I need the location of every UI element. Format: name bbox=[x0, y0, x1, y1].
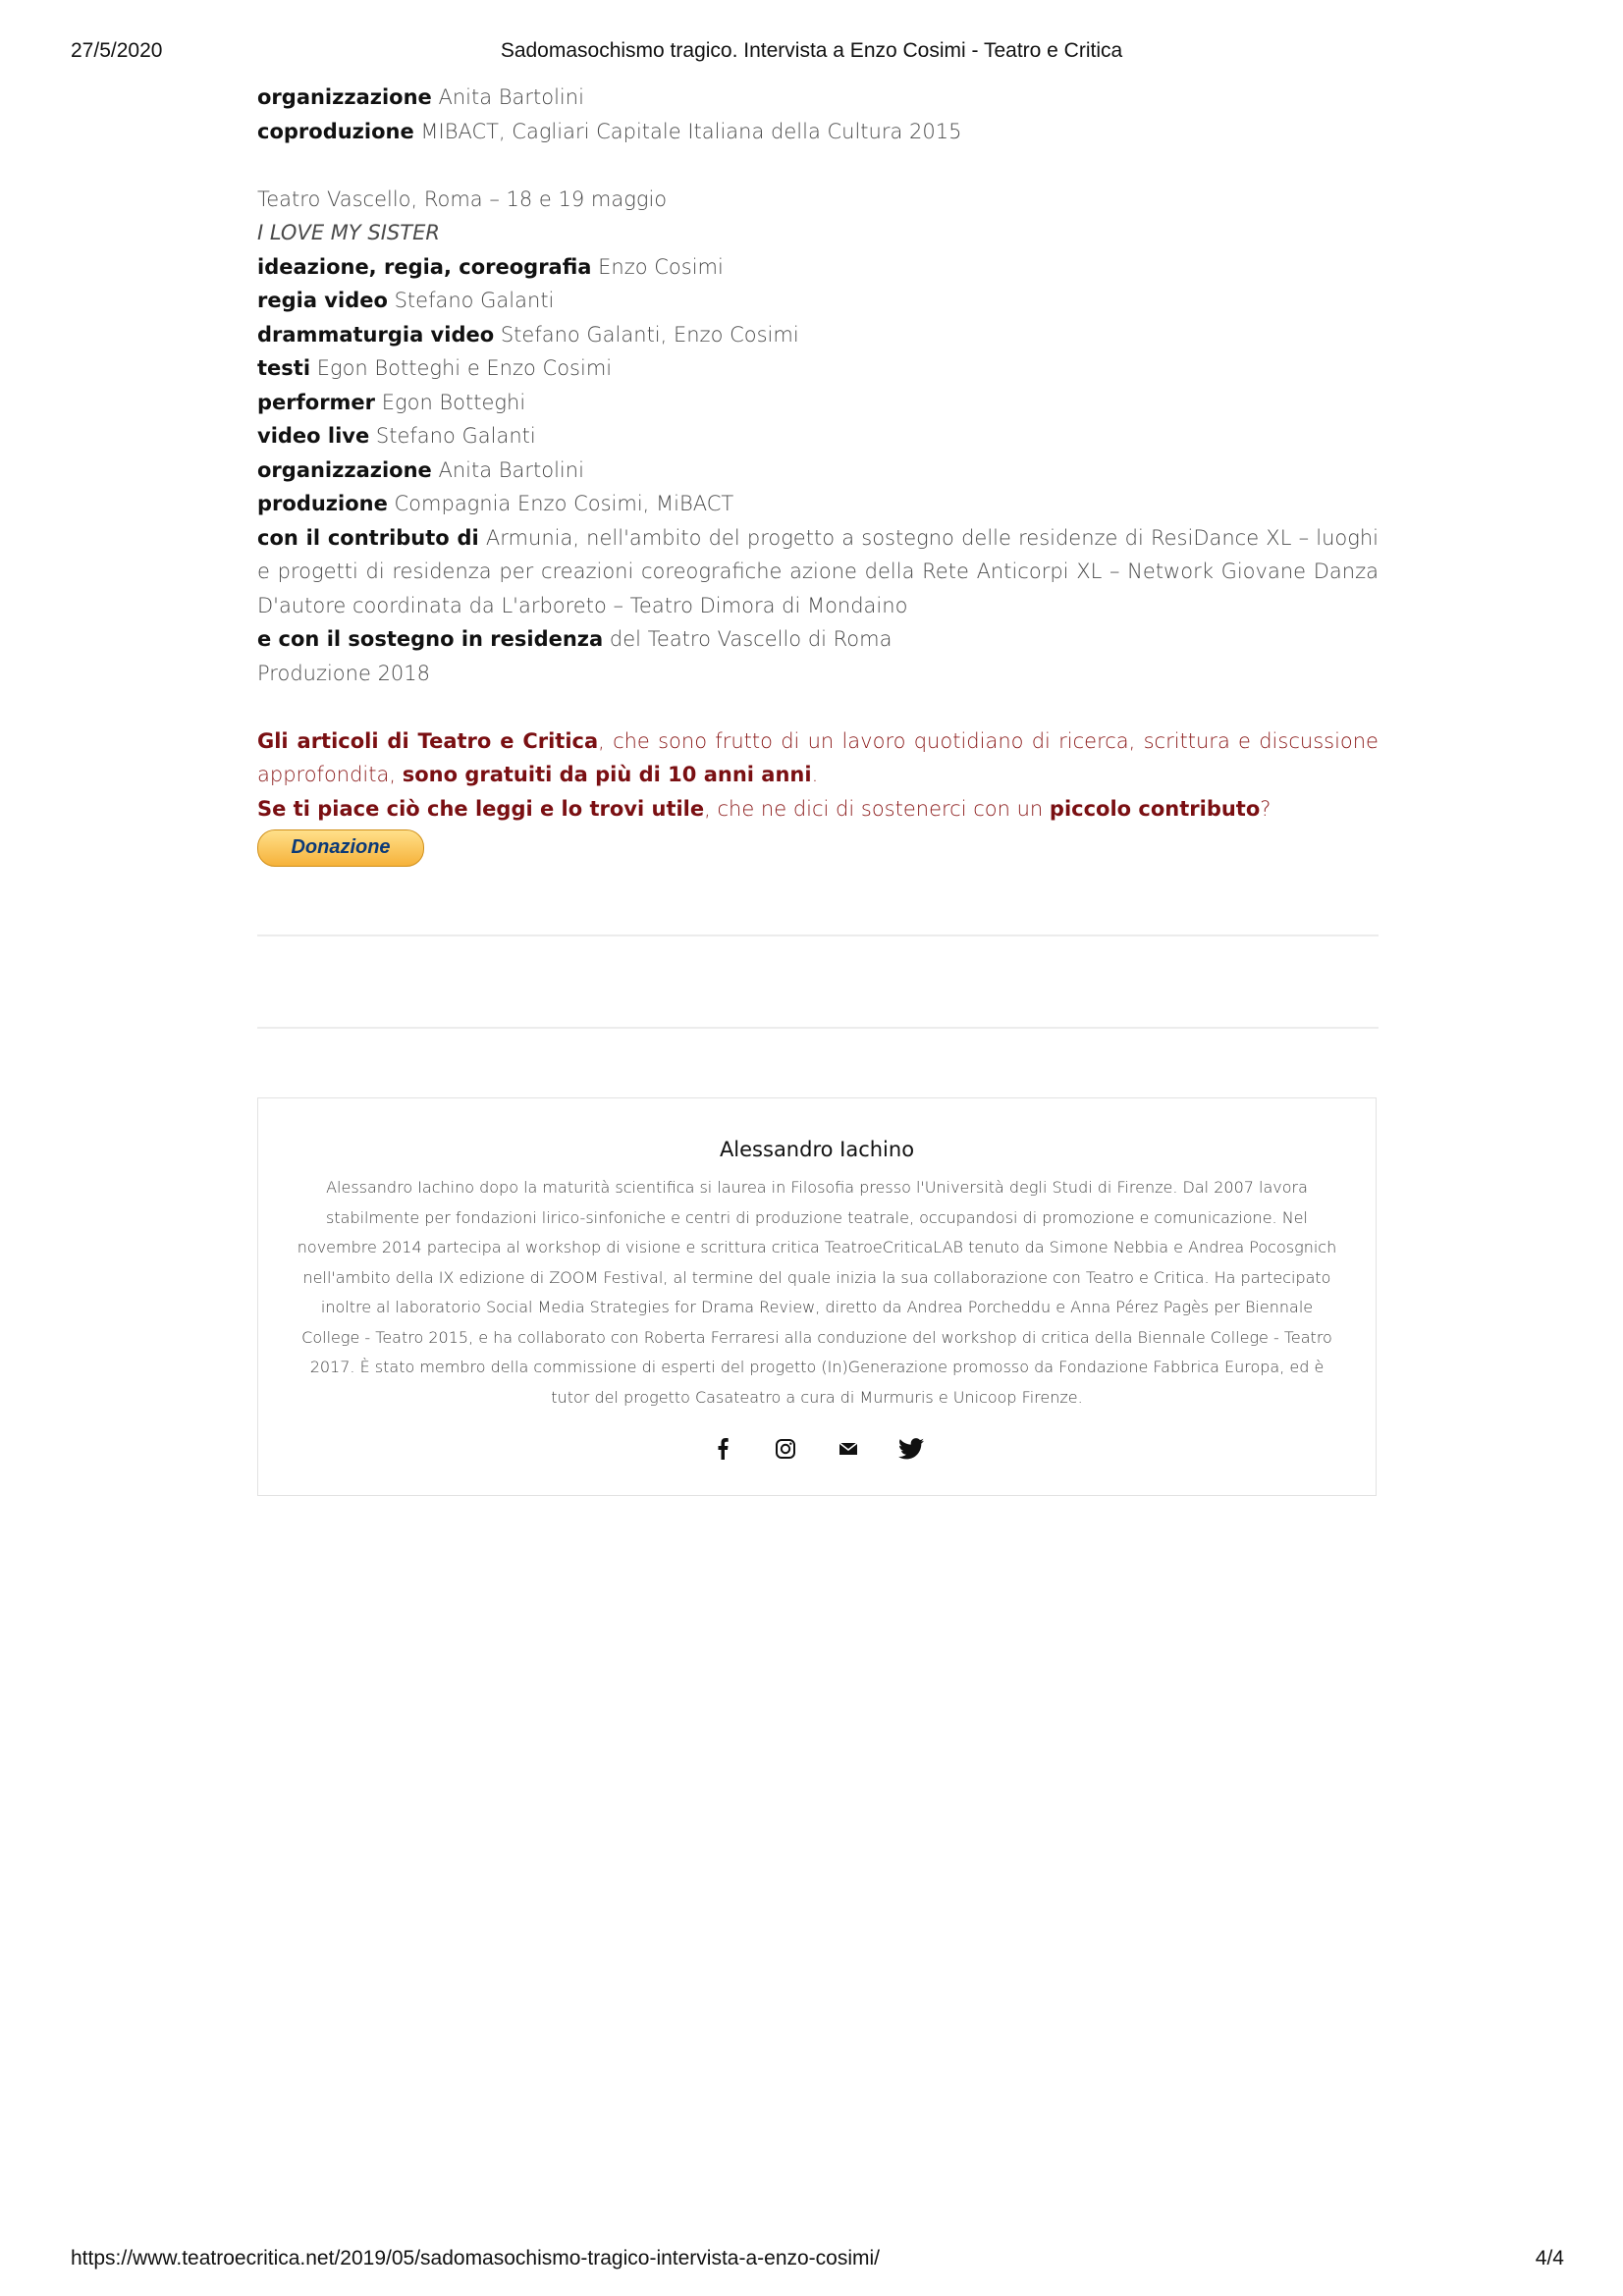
credit-role: con il contributo di bbox=[257, 525, 479, 550]
credit-value: Stefano Galanti bbox=[387, 289, 555, 312]
credit-role: organizzazione bbox=[257, 85, 432, 109]
credit-line bbox=[257, 622, 1379, 657]
twitter-icon[interactable] bbox=[896, 1434, 926, 1464]
credit-value: Armunia, nell'ambito del progetto a sostegno delle residenze di ResiDance XL – luoghi e progetti di residenza per creazioni coreografiche azione della Rete Anticorpi XL – Network Giovane Danza D'autore coordinata da L'arboreto – Teatro Dimora di Mondaino bbox=[257, 525, 1379, 617]
contribute-link[interactable]: piccolo contributo bbox=[1049, 796, 1261, 821]
show-venue: Teatro Vascello, Roma – 18 e 19 maggio bbox=[257, 187, 668, 211]
credit-line bbox=[257, 386, 1379, 420]
credit-line bbox=[257, 419, 1379, 454]
credit-value: MIBACT, Cagliari Capitale Italiana della Cultura 2015 bbox=[413, 119, 962, 143]
credit-role: ideazione, regia, coreografia bbox=[257, 254, 592, 279]
credit-role: coproduzione bbox=[257, 119, 414, 143]
print-page-title: Sadomasochismo tragico. Intervista a Enzo Cosimi - Teatro e Critica bbox=[500, 39, 1123, 62]
donate-button[interactable]: Donazione bbox=[257, 829, 424, 867]
print-page-number: 4/4 bbox=[1535, 2247, 1564, 2269]
credit-value: Anita Bartolini bbox=[431, 457, 584, 482]
mail-icon[interactable] bbox=[834, 1434, 863, 1464]
credit-value: Stefano Galanti bbox=[369, 424, 536, 448]
divider bbox=[257, 1027, 1379, 1029]
credit-role: regia video bbox=[257, 289, 388, 312]
credit-line bbox=[257, 454, 1379, 488]
credit-value: Enzo Cosimi bbox=[591, 254, 724, 279]
support-link[interactable]: Se ti piace ciò che leggi e lo trovi utile bbox=[257, 796, 705, 821]
credit-line bbox=[257, 487, 1379, 521]
author-name: Alessandro Iachino bbox=[719, 1138, 915, 1161]
facebook-icon[interactable] bbox=[708, 1434, 737, 1464]
support-paragraph: Gli articoli di Teatro e Critica, che sono frutto di un lavoro quotidiano di ricerca, scrittura e discussione approfondita, sono gratuiti da più di 10 anni anni. bbox=[257, 728, 1379, 786]
credit-line bbox=[257, 250, 1379, 285]
credit-value: Anita Bartolini bbox=[431, 85, 584, 109]
credit-role: testi bbox=[257, 356, 311, 380]
author-socials bbox=[258, 1434, 1376, 1464]
credit-role: e con il sostegno in residenza bbox=[257, 627, 604, 651]
credit-role: video live bbox=[257, 424, 370, 448]
credit-value: Egon Botteghi bbox=[375, 390, 526, 414]
credit-role: produzione bbox=[257, 492, 388, 515]
credit-line bbox=[257, 351, 1379, 386]
contributo-paragraph bbox=[257, 521, 1379, 623]
credit-role: performer bbox=[257, 390, 376, 414]
credit-value: Stefano Galanti, Enzo Cosimi bbox=[494, 322, 799, 347]
author-bio: Alessandro Iachino dopo la maturità scientifica si laurea in Filosofia presso l'Università degli Studi di Firenze. Dal 2007 lavora stabilmente per fondazioni lirico-sinfoniche e centri di produzione teatrale, occupandosi di promozione e comunicazione. Nel novembre 2014 partecipa al workshop di visione e scrittura critica TeatroeCriticaLAB tenuto da Simone Nebbia e Andrea Pocosgnich nell'ambito della IX edizione di ZOOM Festival, al termine del quale inizia la sua collaborazione con Teatro e Critica. Ha partecipato inoltre al laboratorio Social Media Strategies for Drama Review, diretto da Andrea Porcheddu e Anna Pérez Pagès per Biennale College - Teatro 2015, e ha collaborato con Roberta Ferraresi alla conduzione del workshop di critica della Biennale College - Teatro 2017. È stato membro della commissione di esperti del progetto (In)Generazione promosso da Fondazione Fabbrica Europa, ed è tutor del progetto Casateatro a cura di Murmuris e Unicoop Firenze. bbox=[297, 1178, 1337, 1407]
instagram-icon[interactable] bbox=[771, 1434, 800, 1464]
support-paragraph: Se ti piace ciò che leggi e lo trovi utile, che ne dici di sostenerci con un piccolo contributo? bbox=[257, 796, 1271, 821]
credit-value: Compagnia Enzo Cosimi, MiBACT bbox=[387, 492, 734, 515]
credit-value: del Teatro Vascello di Roma bbox=[603, 627, 893, 651]
article-content bbox=[257, 80, 1379, 867]
credit-role: organizzazione bbox=[257, 457, 432, 482]
author-box bbox=[257, 1097, 1377, 1496]
print-date: 27/5/2020 bbox=[71, 39, 163, 62]
production-year: Produzione 2018 bbox=[257, 661, 431, 685]
support-link[interactable]: sono gratuiti da più di 10 anni anni bbox=[402, 763, 812, 786]
credit-line bbox=[257, 80, 1379, 115]
show-title: I LOVE MY SISTER bbox=[257, 221, 440, 244]
print-url: https://www.teatroecritica.net/2019/05/sadomasochismo-tragico-intervista-a-enzo-cosimi/ bbox=[71, 2247, 881, 2269]
credit-value: Egon Botteghi e Enzo Cosimi bbox=[310, 356, 613, 380]
credit-line bbox=[257, 284, 1379, 318]
credit-role: drammaturgia video bbox=[257, 322, 495, 347]
support-link[interactable]: Gli articoli di Teatro e Critica bbox=[257, 728, 599, 753]
credit-line bbox=[257, 115, 1379, 149]
credit-line bbox=[257, 318, 1379, 352]
print-header bbox=[0, 39, 1623, 69]
divider bbox=[257, 934, 1379, 936]
